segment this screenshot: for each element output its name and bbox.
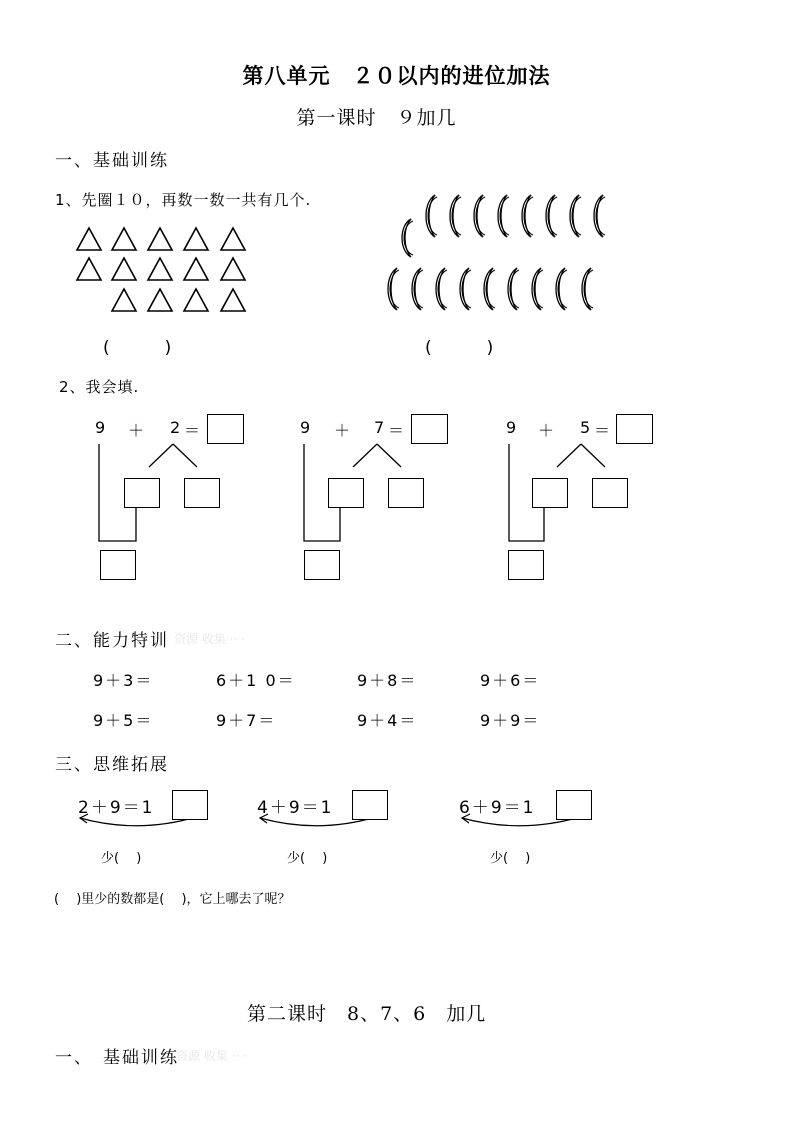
q2-b: 5 [580,418,593,437]
q2-split-box-right[interactable] [184,478,220,508]
banana-icon [570,195,579,237]
banana-icon [546,195,555,237]
q2-ten-box[interactable] [304,550,340,580]
banana-icon [474,195,483,237]
q2-split-box-left[interactable] [532,478,568,508]
q2-answer-box[interactable] [411,414,448,444]
q2-op: ＋ [538,421,557,440]
q1-answer-left[interactable]: ( ) [103,338,173,358]
section2-heading: 二、能力特训 [55,631,169,651]
triangle-icon [221,258,245,280]
triangle-icon [77,258,101,280]
q2-a: 9 [300,418,313,437]
practice-item[interactable]: 9＋7＝ [216,711,277,730]
practice-item[interactable]: 9＋3＝ [93,671,154,690]
triangle-icon [184,258,208,280]
banana-icon [522,195,531,237]
q2-op: ＋ [334,421,353,440]
banana-icon [402,219,411,257]
triangle-icon [112,228,136,250]
q2-b: 2 [170,418,183,437]
banana-icon [594,195,603,237]
triangle-icon [148,228,172,250]
lesson1-title: 第一课时 ９加几 [296,107,457,129]
q2-op: ＋ [128,421,147,440]
expansion-less[interactable]: 少( ) [490,851,531,866]
expansion-expr: 6＋9＝1 [459,798,536,818]
triangle-icon [112,289,136,311]
practice-item[interactable]: 9＋5＝ [93,711,154,730]
practice-item[interactable]: 9＋6＝ [480,671,541,690]
triangle-icon [148,289,172,311]
triangle-icon [184,289,208,311]
triangle-icon-group [77,228,245,311]
lesson2-title: 第二课时 8、7、6 加几 [247,1003,487,1025]
q2-a: 9 [95,418,108,437]
section1-heading: 一、基础训练 [55,151,169,171]
q2-split-box-right[interactable] [592,478,628,508]
banana-icon [582,268,591,310]
q1-text: 1、先圈１０，再数一数一共有几个. [55,191,312,209]
practice-item[interactable]: 9＋8＝ [357,671,418,690]
watermark-text: 资源 收集 ·· · [174,632,245,646]
q2-answer-box[interactable] [207,414,244,444]
triangle-icon [184,228,208,250]
banana-icon [508,268,517,310]
banana-icon [436,268,445,310]
section3-heading: 三、思维拓展 [55,755,169,775]
q2-ten-box[interactable] [508,550,544,580]
q2-answer-box[interactable] [616,414,653,444]
practice-item[interactable]: 9＋4＝ [357,711,418,730]
banana-icon [556,268,565,310]
lesson2-section1-heading: 基础训练 [103,1048,179,1068]
triangle-icon [148,258,172,280]
lesson2-section1-prefix: 一、 [55,1048,93,1068]
triangle-icon [77,228,101,250]
banana-icon [426,195,435,237]
banana-icon [450,195,459,237]
q2-equals: ＝ [388,421,407,440]
banana-icon [498,195,507,237]
expansion-expr: 4＋9＝1 [257,798,334,818]
practice-item[interactable]: 9＋9＝ [480,711,541,730]
expansion-less[interactable]: 少( ) [287,851,328,866]
practice-item[interactable]: 6＋1 0＝ [216,671,296,690]
question-line: ( )里少的数都是( )，它上哪去了呢？ [54,892,291,907]
q2-equals: ＝ [594,421,613,440]
q2-split-box-left[interactable] [328,478,364,508]
q2-b: 7 [374,418,387,437]
banana-icon [460,268,469,310]
banana-icon-group [388,195,605,310]
expansion-answer-box[interactable] [556,790,592,820]
q2-split-box-left[interactable] [124,478,160,508]
banana-icon [388,268,397,310]
banana-icon [412,268,421,310]
q2-a: 9 [506,418,519,437]
triangle-icon [221,228,245,250]
q1-answer-right[interactable]: ( ) [425,338,495,358]
triangle-icon [221,289,245,311]
banana-icon [532,268,541,310]
q2-equals: ＝ [184,421,203,440]
expansion-answer-box[interactable] [352,790,388,820]
watermark-text: 资源 收集 ·· · [176,1049,247,1063]
expansion-less[interactable]: 少( ) [101,851,142,866]
q2-text: 2、我会填. [59,378,140,396]
page-title: 第八单元 ２０以内的进位加法 [242,63,551,88]
triangle-icon [112,258,136,280]
expansion-expr: 2＋9＝1 [78,798,155,818]
q2-ten-box[interactable] [100,550,136,580]
q2-split-box-right[interactable] [388,478,424,508]
expansion-answer-box[interactable] [172,790,208,820]
banana-icon [484,268,493,310]
